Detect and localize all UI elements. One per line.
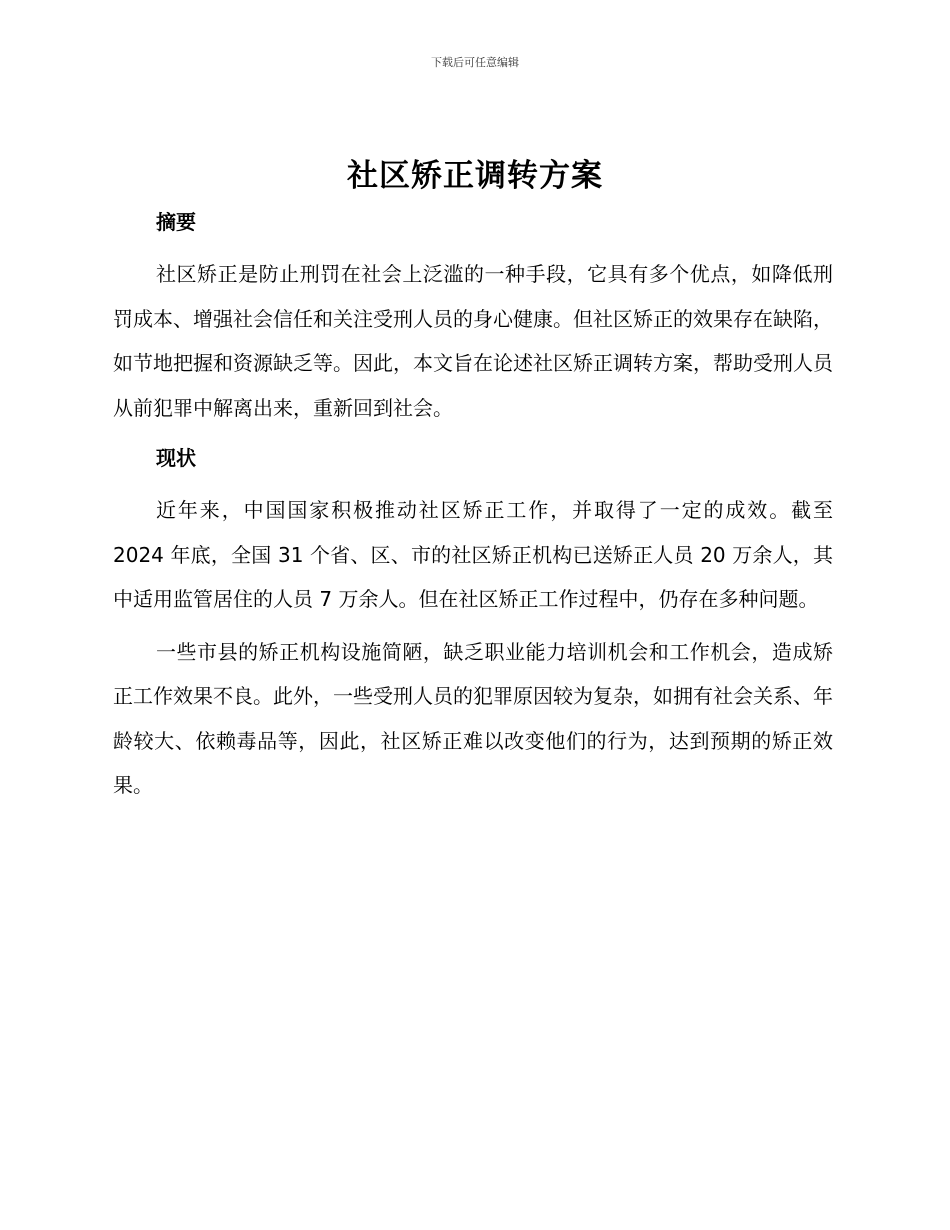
section-heading-status: 现状 bbox=[156, 446, 196, 470]
abstract-paragraph: 社区矫正是防止刑罚在社会上泛滥的一种手段，它具有多个优点，如降低刑罚成本、增强社会信任和关注受刑人员的身心健康。但社区矫正的效果存在缺陷，如节地把握和资源缺乏等。因此，本文旨在论述社区矫正调转方案，帮助受刑人员从前犯罪中解离出来，重新回到社会。 bbox=[113, 262, 833, 420]
document-title: 社区矫正调转方案 bbox=[347, 158, 603, 194]
section-heading-abstract: 摘要 bbox=[156, 210, 196, 234]
header-note: 下载后可任意编辑 bbox=[431, 56, 519, 69]
status-paragraph-1: 近年来，中国国家积极推动社区矫正工作，并取得了一定的成效。截至 2024 年底，全国 31 个省、区、市的社区矫正机构已送矫正人员 20 万余人，其中适用监管居住的人员 7 万余人。但在社区矫正工作过程中，仍存在多种问题。 bbox=[113, 498, 833, 611]
document-body bbox=[113, 204, 833, 808]
status-paragraph-2: 一些市县的矫正机构设施简陋，缺乏职业能力培训机会和工作机会，造成矫正工作效果不良。此外，一些受刑人员的犯罪原因较为复杂，如拥有社会关系、年龄较大、依赖毒品等，因此，社区矫正难以改变他们的行为，达到预期的矫正效果。 bbox=[113, 639, 833, 797]
